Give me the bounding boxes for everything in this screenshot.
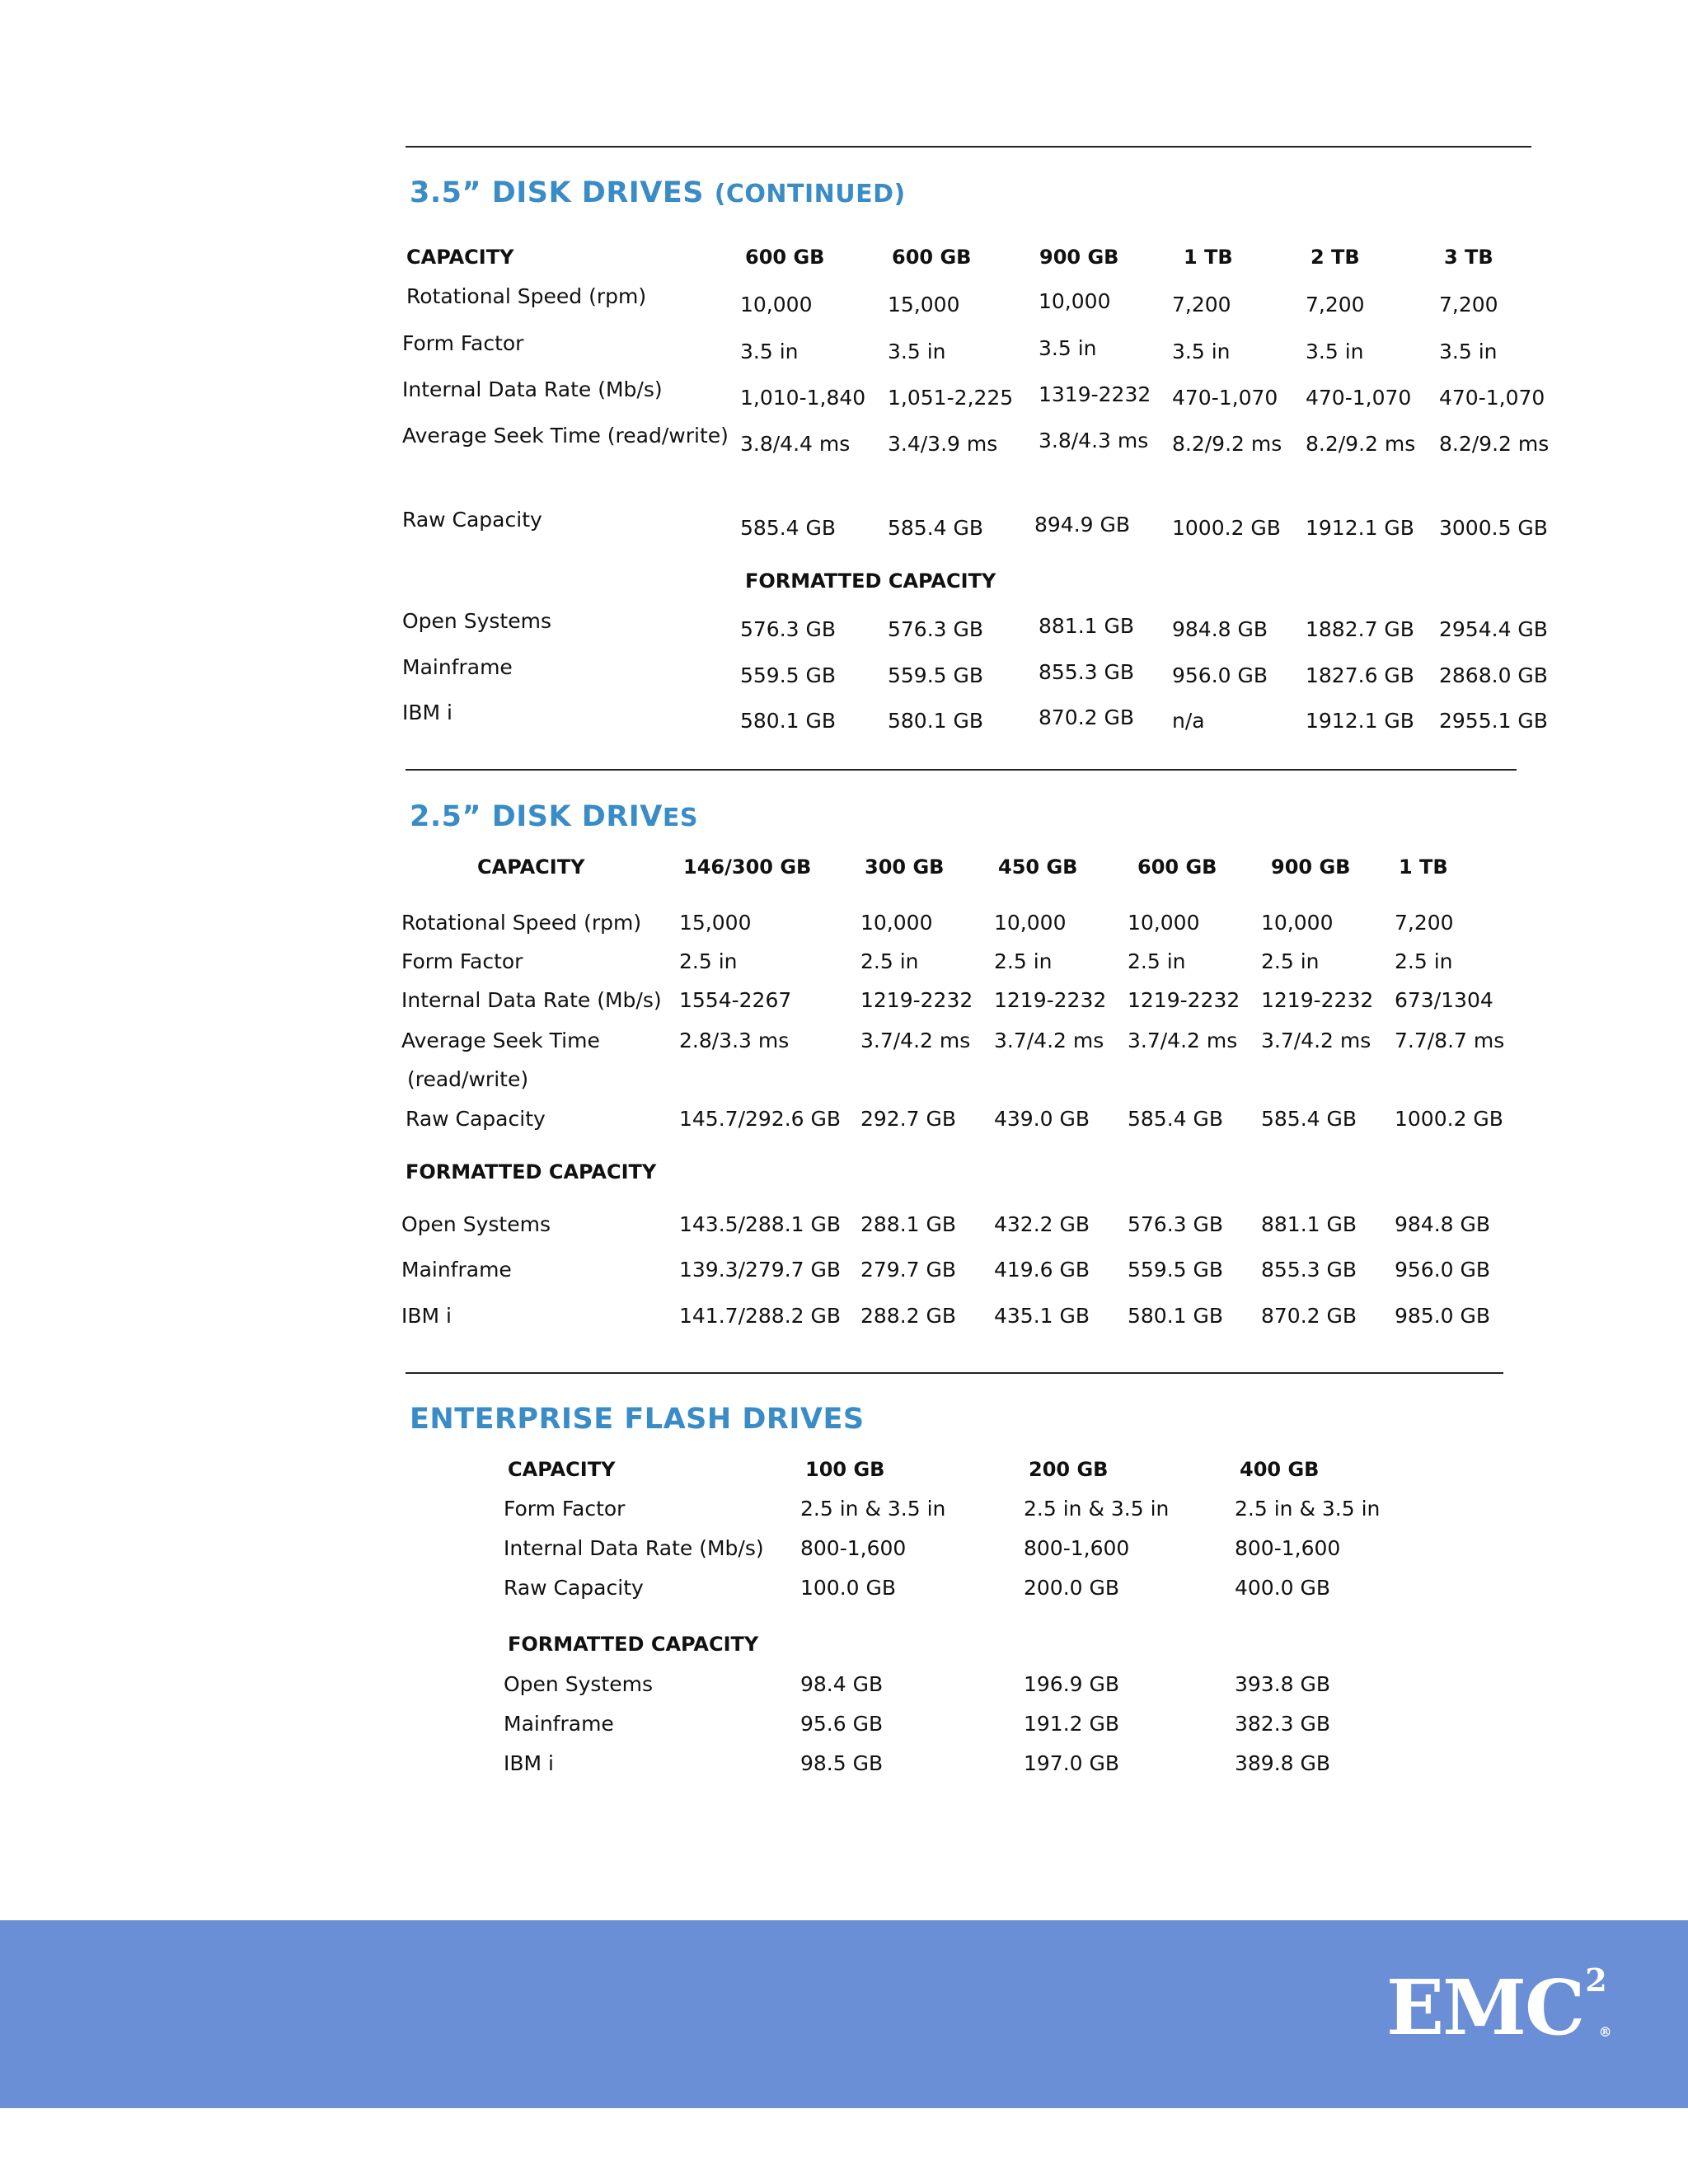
table-cell: 7.7/8.7 ms xyxy=(1395,1029,1505,1052)
table-cell: 576.3 GB xyxy=(888,617,984,641)
row-label: Internal Data Rate (Mb/s) xyxy=(401,988,662,1012)
table-cell: 382.3 GB xyxy=(1235,1712,1331,1736)
table-cell: 800-1,600 xyxy=(1235,1536,1341,1560)
table-cell: 191.2 GB xyxy=(1024,1712,1120,1736)
row-label: Mainframe xyxy=(402,655,513,679)
table-cell: 559.5 GB xyxy=(740,663,837,687)
table-cell: 580.1 GB xyxy=(888,709,984,733)
column-header: 2 TB xyxy=(1311,246,1360,269)
table-cell: 984.8 GB xyxy=(1172,617,1268,641)
table-cell: 400.0 GB xyxy=(1235,1576,1331,1600)
table-cell: 1,010-1,840 xyxy=(740,386,866,410)
table-cell: 8.2/9.2 ms xyxy=(1172,432,1282,456)
table-cell: 470-1,070 xyxy=(1306,386,1412,410)
table-cell: 3.5 in xyxy=(740,340,799,363)
row-label: Open Systems xyxy=(504,1672,653,1696)
table-cell: 2.5 in & 3.5 in xyxy=(800,1497,946,1521)
table-cell: n/a xyxy=(1172,709,1205,733)
table-cell: 2.8/3.3 ms xyxy=(679,1029,790,1052)
table-cell: 141.7/288.2 GB xyxy=(679,1304,842,1328)
section-title-25-tail: ES xyxy=(662,804,699,832)
table-cell: 143.5/288.1 GB xyxy=(679,1212,842,1236)
table-cell: 3.7/4.2 ms xyxy=(1261,1029,1372,1052)
table-cell: 432.2 GB xyxy=(994,1212,1090,1236)
section-title-35-main: 3.5” DISK DRIVES xyxy=(410,176,705,209)
table-cell: 559.5 GB xyxy=(888,663,984,687)
table-cell: 98.4 GB xyxy=(800,1672,884,1696)
section-divider-35 xyxy=(406,146,1531,148)
table-cell: 1882.7 GB xyxy=(1306,617,1414,641)
column-header: 3 TB xyxy=(1444,246,1493,269)
row-label: IBM i xyxy=(504,1751,554,1775)
row-label: Form Factor xyxy=(504,1497,626,1521)
table-cell: 435.1 GB xyxy=(994,1304,1090,1328)
formatted-capacity-header: FORMATTED CAPACITY xyxy=(406,1160,657,1183)
table-cell: 1219-2232 xyxy=(1261,988,1374,1012)
row-label: Internal Data Rate (Mb/s) xyxy=(402,377,663,401)
column-header-capacity: CAPACITY xyxy=(508,1458,616,1481)
table-cell: 3.7/4.2 ms xyxy=(1128,1029,1238,1052)
table-cell: 95.6 GB xyxy=(800,1712,884,1736)
row-label: Mainframe xyxy=(401,1258,512,1282)
table-cell: 881.1 GB xyxy=(1261,1212,1357,1236)
table-cell: 288.1 GB xyxy=(860,1212,957,1236)
table-cell: 1554-2267 xyxy=(679,988,792,1012)
table-cell: 1912.1 GB xyxy=(1306,516,1414,540)
table-cell: 855.3 GB xyxy=(1039,660,1135,684)
table-cell: 576.3 GB xyxy=(1128,1212,1224,1236)
table-cell: 3.5 in xyxy=(1439,340,1498,363)
emc-logo-superscript: 2 xyxy=(1585,1961,1606,1999)
column-header: 900 GB xyxy=(1039,246,1119,269)
table-cell: 2868.0 GB xyxy=(1439,663,1548,687)
table-cell: 8.2/9.2 ms xyxy=(1306,432,1416,456)
table-cell: 393.8 GB xyxy=(1235,1672,1331,1696)
table-cell: 800-1,600 xyxy=(800,1536,907,1560)
table-cell: 2955.1 GB xyxy=(1439,709,1548,733)
row-label: Open Systems xyxy=(401,1212,551,1236)
row-label: Raw Capacity xyxy=(406,1107,546,1131)
table-cell: 3.7/4.2 ms xyxy=(860,1029,971,1052)
section-divider-efd xyxy=(406,1372,1503,1374)
table-cell: 3000.5 GB xyxy=(1439,516,1548,540)
formatted-capacity-header: FORMATTED CAPACITY xyxy=(745,569,996,593)
table-cell: 139.3/279.7 GB xyxy=(679,1258,842,1282)
row-label: IBM i xyxy=(402,701,452,724)
row-label: Average Seek Time (read/write) xyxy=(402,424,729,448)
table-cell: 580.1 GB xyxy=(740,709,837,733)
row-label: Average Seek Time xyxy=(401,1029,600,1052)
table-cell: 585.4 GB xyxy=(1128,1107,1224,1131)
table-cell: 470-1,070 xyxy=(1439,386,1545,410)
row-label: IBM i xyxy=(401,1304,452,1328)
table-cell: 559.5 GB xyxy=(1128,1258,1224,1282)
column-header: 200 GB xyxy=(1029,1458,1109,1481)
table-cell: 197.0 GB xyxy=(1024,1751,1120,1775)
table-cell: 3.8/4.3 ms xyxy=(1039,429,1149,452)
table-cell: 7,200 xyxy=(1306,293,1365,316)
table-cell: 585.4 GB xyxy=(1261,1107,1357,1131)
table-cell: 3.7/4.2 ms xyxy=(994,1029,1104,1052)
table-cell: 10,000 xyxy=(860,911,933,935)
section-title-efd: ENTERPRISE FLASH DRIVES xyxy=(410,1403,865,1436)
table-cell: 855.3 GB xyxy=(1261,1258,1357,1282)
table-cell: 2.5 in & 3.5 in xyxy=(1024,1497,1170,1521)
column-header: 450 GB xyxy=(998,855,1078,879)
table-cell: 2.5 in xyxy=(994,949,1053,973)
section-title-35 xyxy=(410,176,906,209)
table-cell: 288.2 GB xyxy=(860,1304,957,1328)
table-cell: 10,000 xyxy=(740,293,813,316)
table-cell: 2.5 in & 3.5 in xyxy=(1235,1497,1381,1521)
formatted-capacity-header: FORMATTED CAPACITY xyxy=(508,1633,759,1656)
table-cell: 10,000 xyxy=(1039,289,1111,313)
table-cell: 673/1304 xyxy=(1395,988,1493,1012)
table-cell: 1912.1 GB xyxy=(1306,709,1414,733)
column-header: 600 GB xyxy=(745,246,825,269)
column-header: 600 GB xyxy=(892,246,972,269)
table-cell: 10,000 xyxy=(1128,911,1200,935)
table-cell: 419.6 GB xyxy=(994,1258,1090,1282)
column-header: 100 GB xyxy=(805,1458,885,1481)
table-cell: 15,000 xyxy=(888,293,960,316)
table-cell: 956.0 GB xyxy=(1395,1258,1491,1282)
table-cell: 1219-2232 xyxy=(994,988,1107,1012)
table-cell: 881.1 GB xyxy=(1039,614,1135,638)
table-cell: 585.4 GB xyxy=(740,516,837,540)
column-header: 1 TB xyxy=(1184,246,1233,269)
table-cell: 3.5 in xyxy=(1039,336,1097,360)
row-label-continued: (read/write) xyxy=(407,1067,529,1091)
table-cell: 8.2/9.2 ms xyxy=(1439,432,1550,456)
table-cell: 894.9 GB xyxy=(1034,513,1131,537)
table-cell: 985.0 GB xyxy=(1395,1304,1491,1328)
table-cell: 1000.2 GB xyxy=(1395,1107,1503,1131)
table-cell: 100.0 GB xyxy=(800,1576,897,1600)
table-cell: 279.7 GB xyxy=(860,1258,957,1282)
table-cell: 7,200 xyxy=(1395,911,1454,935)
table-cell: 956.0 GB xyxy=(1172,663,1268,687)
emc-logo-registered: ® xyxy=(1598,2024,1611,2040)
row-label: Internal Data Rate (Mb/s) xyxy=(504,1536,764,1560)
column-header: 1 TB xyxy=(1399,855,1448,879)
table-cell: 145.7/292.6 GB xyxy=(679,1107,842,1131)
table-cell: 3.8/4.4 ms xyxy=(740,432,851,456)
table-cell: 470-1,070 xyxy=(1172,386,1278,410)
row-label: Mainframe xyxy=(504,1712,614,1736)
table-cell: 1219-2232 xyxy=(860,988,973,1012)
table-cell: 2.5 in xyxy=(860,949,919,973)
column-header-capacity: CAPACITY xyxy=(406,246,514,269)
table-cell: 389.8 GB xyxy=(1235,1751,1331,1775)
table-cell: 7,200 xyxy=(1439,293,1498,316)
row-label: Open Systems xyxy=(402,609,551,633)
table-cell: 2954.4 GB xyxy=(1439,617,1548,641)
table-cell: 2.5 in xyxy=(679,949,738,973)
column-header: 146/300 GB xyxy=(683,855,812,879)
emc-logo xyxy=(1386,1961,1611,2052)
section-divider-25 xyxy=(406,769,1517,771)
table-cell: 98.5 GB xyxy=(800,1751,884,1775)
table-cell: 1000.2 GB xyxy=(1172,516,1281,540)
column-header: 300 GB xyxy=(865,855,945,879)
table-cell: 2.5 in xyxy=(1395,949,1453,973)
table-cell: 15,000 xyxy=(679,911,752,935)
column-header: 900 GB xyxy=(1271,855,1351,879)
table-cell: 196.9 GB xyxy=(1024,1672,1120,1696)
table-cell: 576.3 GB xyxy=(740,617,837,641)
table-cell: 10,000 xyxy=(1261,911,1334,935)
table-cell: 2.5 in xyxy=(1128,949,1186,973)
table-cell: 292.7 GB xyxy=(860,1107,957,1131)
table-cell: 1827.6 GB xyxy=(1306,663,1414,687)
emc-logo-text: EMC xyxy=(1386,1963,1584,2052)
section-title-25-main: 2.5” DISK DRIV xyxy=(410,800,663,833)
table-cell: 200.0 GB xyxy=(1024,1576,1120,1600)
table-cell: 3.4/3.9 ms xyxy=(888,432,998,456)
table-cell: 7,200 xyxy=(1172,293,1231,316)
row-label: Rotational Speed (rpm) xyxy=(406,284,647,308)
table-cell: 10,000 xyxy=(994,911,1067,935)
table-cell: 3.5 in xyxy=(888,340,946,363)
table-cell: 870.2 GB xyxy=(1261,1304,1357,1328)
table-cell: 984.8 GB xyxy=(1395,1212,1491,1236)
table-cell: 2.5 in xyxy=(1261,949,1320,973)
section-title-25 xyxy=(410,800,698,833)
table-cell: 3.5 in xyxy=(1306,340,1364,363)
row-label: Raw Capacity xyxy=(504,1576,644,1600)
column-header-capacity: CAPACITY xyxy=(477,855,585,879)
table-cell: 1219-2232 xyxy=(1128,988,1240,1012)
table-cell: 585.4 GB xyxy=(888,516,984,540)
table-cell: 3.5 in xyxy=(1172,340,1231,363)
table-cell: 870.2 GB xyxy=(1039,705,1135,729)
table-cell: 1319-2232 xyxy=(1039,382,1151,406)
row-label: Rotational Speed (rpm) xyxy=(401,911,642,935)
section-title-35-continued: (CONTINUED) xyxy=(714,180,906,209)
row-label: Raw Capacity xyxy=(402,508,542,532)
table-cell: 1,051-2,225 xyxy=(888,386,1014,410)
row-label: Form Factor xyxy=(401,949,523,973)
table-cell: 580.1 GB xyxy=(1128,1304,1224,1328)
column-header: 600 GB xyxy=(1137,855,1217,879)
table-cell: 800-1,600 xyxy=(1024,1536,1130,1560)
table-cell: 439.0 GB xyxy=(994,1107,1090,1131)
column-header: 400 GB xyxy=(1240,1458,1320,1481)
row-label: Form Factor xyxy=(402,331,524,355)
